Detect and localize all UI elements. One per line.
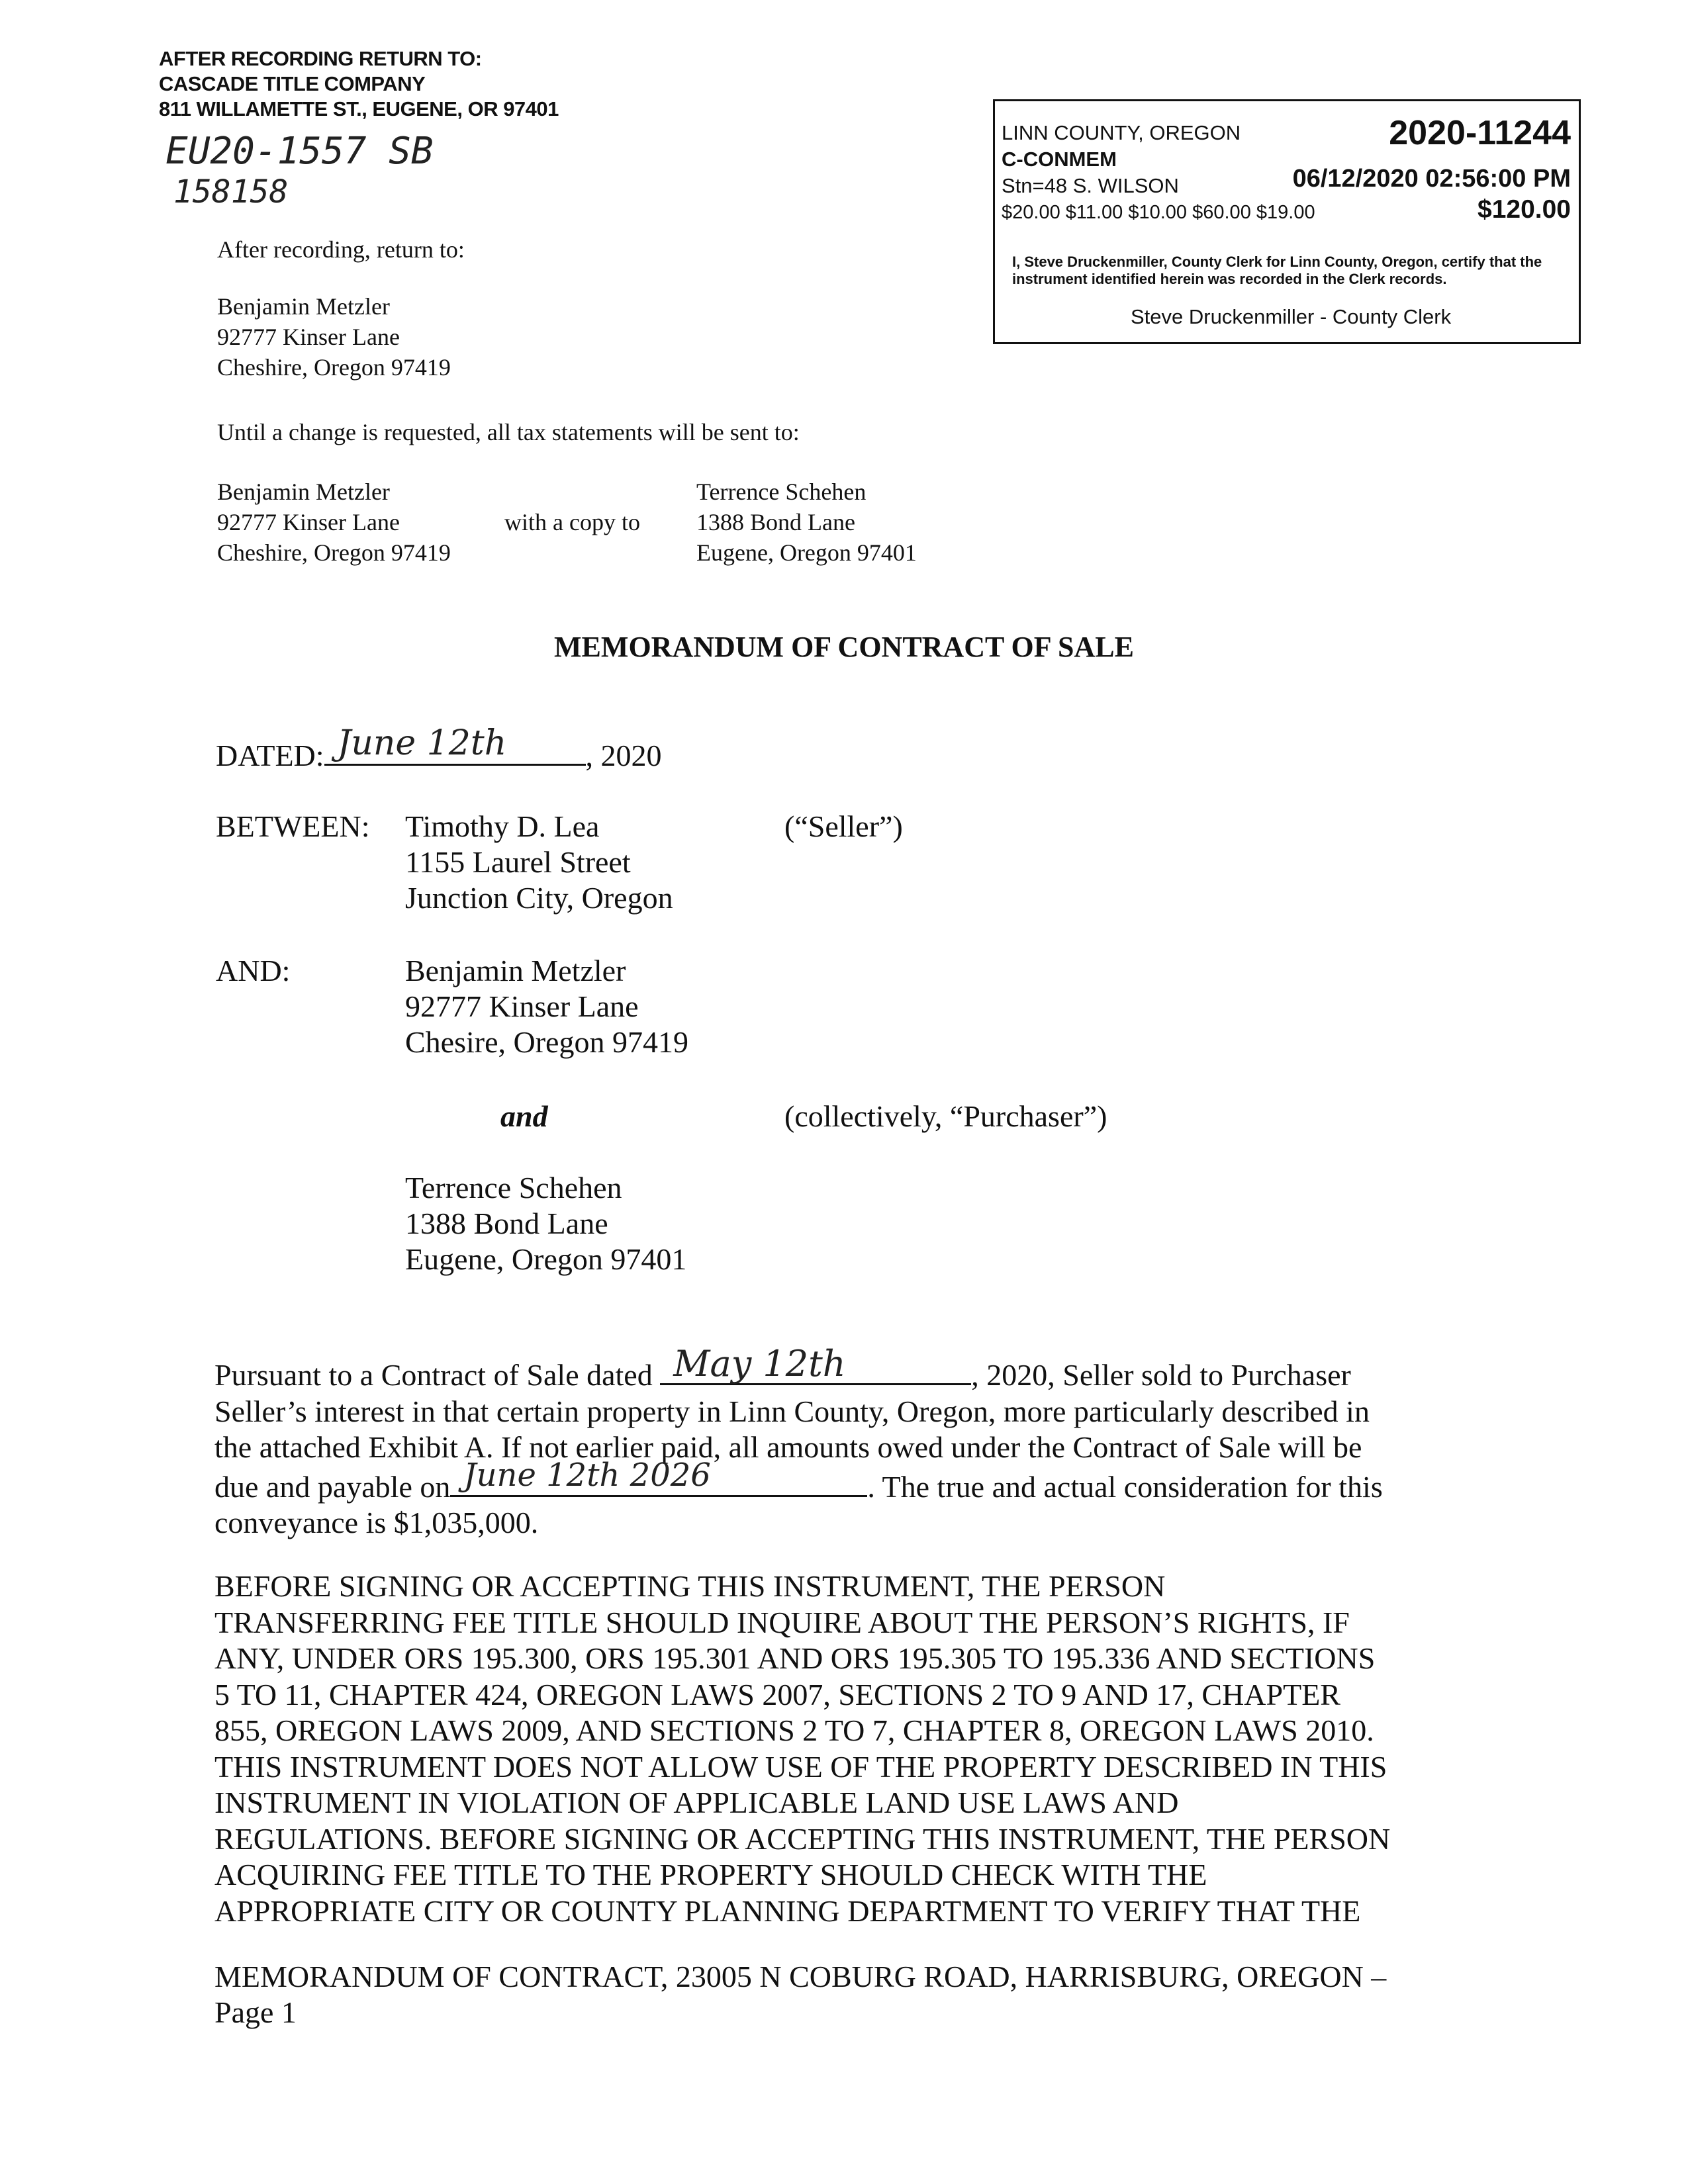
handwritten-file-number: EU20-1557 SB — [165, 130, 434, 173]
due-date-handwritten: June 12th 2026 — [463, 1457, 711, 1494]
recorder-certification: I, Steve Druckenmiller, County Clerk for Linn County, Oregon, certify that the instrument identified herein was recorded in the Clerk records. — [1012, 253, 1542, 287]
purchaser2-street: 1388 Bond Lane — [405, 1206, 608, 1240]
seller-city: Junction City, Oregon — [405, 881, 673, 915]
body-line4-a: due and payable on — [214, 1469, 451, 1504]
seller-role: (“Seller”) — [784, 809, 903, 843]
notice-line: THIS INSTRUMENT DOES NOT ALLOW USE OF THE PROPERTY DESCRIBED IN THIS — [214, 1749, 1387, 1784]
purchaser2-name: Terrence Schehen — [405, 1171, 622, 1205]
body-line1-b: , 2020, Seller sold to Purchaser — [971, 1358, 1351, 1392]
recorder-clerk: Steve Druckenmiller - County Clerk — [1131, 305, 1452, 328]
purchaser-role: (collectively, “Purchaser”) — [784, 1099, 1107, 1133]
body-line2: Seller’s interest in that certain property in Linn County, Oregon, more particularly described in — [214, 1394, 1370, 1428]
dated-handwritten: June 12th — [337, 723, 507, 763]
tax-statements-heading: Until a change is requested, all tax statements will be sent to: — [217, 419, 800, 445]
tax-primary-city: Cheshire, Oregon 97419 — [217, 539, 451, 566]
body-line1-a: Pursuant to a Contract of Sale dated — [214, 1358, 653, 1392]
tax-primary-address — [217, 477, 451, 568]
recorder-fees: $20.00 $11.00 $10.00 $60.00 $19.00 — [1002, 202, 1315, 223]
dated-label: DATED: — [216, 739, 324, 772]
due-date-blank — [450, 1457, 867, 1497]
notice-line: BEFORE SIGNING OR ACCEPTING THIS INSTRUMENT, THE PERSON — [214, 1569, 1166, 1603]
notice-line: REGULATIONS. BEFORE SIGNING OR ACCEPTING THIS INSTRUMENT, THE PERSON — [214, 1821, 1391, 1856]
tax-primary-street: 92777 Kinser Lane — [217, 509, 400, 535]
return-to-street: 92777 Kinser Lane — [217, 324, 400, 350]
return-to-name: Benjamin Metzler — [217, 293, 390, 320]
seller-street: 1155 Laurel Street — [405, 845, 631, 879]
county-recording-box — [993, 99, 1581, 344]
purchaser1-address — [405, 953, 688, 1060]
tax-copy-city: Eugene, Oregon 97401 — [696, 539, 917, 566]
recorder-total: $120.00 — [1477, 195, 1571, 224]
between-label: BETWEEN: — [216, 809, 370, 843]
page-footer — [214, 1959, 1386, 2030]
seller-name: Timothy D. Lea — [405, 809, 600, 843]
recorder-county: LINN COUNTY, OREGON — [1002, 121, 1241, 144]
tax-copy-address — [696, 477, 917, 568]
footer-line1: MEMORANDUM OF CONTRACT, 23005 N COBURG ROAD, HARRISBURG, OREGON – — [214, 1960, 1387, 1993]
return-to-city: Cheshire, Oregon 97419 — [217, 354, 451, 381]
recorder-datetime: 06/12/2020 02:56:00 PM — [1292, 165, 1571, 193]
notice-line: ANY, UNDER ORS 195.300, ORS 195.301 AND ORS 195.305 TO 195.336 AND SECTIONS — [214, 1641, 1376, 1675]
recording-return-address: 811 WILLAMETTE ST., EUGENE, OR 97401 — [159, 97, 559, 120]
document-title: MEMORANDUM OF CONTRACT OF SALE — [554, 631, 1134, 663]
notice-line: 5 TO 11, CHAPTER 424, OREGON LAWS 2007, SECTIONS 2 TO 9 AND 17, CHAPTER — [214, 1677, 1340, 1711]
notice-line: ACQUIRING FEE TITLE TO THE PROPERTY SHOULD CHECK WITH THE — [214, 1858, 1207, 1891]
and-italic: and — [500, 1099, 548, 1133]
contract-date-handwritten: May 12th — [673, 1342, 846, 1385]
recording-return-line1: AFTER RECORDING RETURN TO: — [159, 47, 482, 70]
notice-line: 855, OREGON LAWS 2009, AND SECTIONS 2 TO 7, CHAPTER 8, OREGON LAWS 2010. — [214, 1713, 1374, 1747]
tax-copy-name: Terrence Schehen — [696, 478, 867, 505]
notice-line: INSTRUMENT IN VIOLATION OF APPLICABLE LAND USE LAWS AND — [214, 1786, 1179, 1819]
tax-primary-name: Benjamin Metzler — [217, 478, 390, 505]
recording-return-company: CASCADE TITLE COMPANY — [159, 72, 426, 95]
dated-line — [216, 723, 662, 774]
purchaser2-address — [405, 1170, 686, 1277]
purchaser1-city: Chesire, Oregon 97419 — [405, 1025, 688, 1059]
return-to-block — [217, 234, 465, 383]
tax-copy-label: with a copy to — [504, 509, 640, 535]
statutory-notice — [214, 1569, 1505, 1929]
notice-line: APPROPRIATE CITY OR COUNTY PLANNING DEPARTMENT TO VERIFY THAT THE — [214, 1893, 1361, 1928]
purchaser1-name: Benjamin Metzler — [405, 954, 626, 987]
recording-return-stamp — [159, 46, 559, 122]
recorder-doc-type: C-CONMEM — [1002, 148, 1117, 171]
handwritten-order-number: 158158 — [173, 173, 289, 210]
and-label: AND: — [216, 954, 291, 987]
tax-copy-street: 1388 Bond Lane — [696, 509, 855, 535]
footer-page-number: Page 1 — [214, 1995, 297, 2029]
contract-paragraph — [214, 1342, 1472, 1541]
purchaser1-street: 92777 Kinser Lane — [405, 989, 639, 1023]
recorder-doc-number: 2020-11244 — [1389, 114, 1571, 152]
seller-address — [405, 809, 673, 916]
body-line4-b: . The true and actual consideration for this — [867, 1469, 1383, 1504]
return-to-heading: After recording, return to: — [217, 236, 465, 263]
dated-blank — [324, 723, 586, 766]
body-line3: the attached Exhibit A. If not earlier paid, all amounts owed under the Contract of Sale will be — [214, 1430, 1362, 1464]
body-line5: conveyance is $1,035,000. — [214, 1506, 539, 1539]
recorder-station: Stn=48 S. WILSON — [1002, 174, 1179, 197]
notice-line: TRANSFERRING FEE TITLE SHOULD INQUIRE ABOUT THE PERSON’S RIGHTS, IF — [214, 1605, 1350, 1639]
purchaser2-city: Eugene, Oregon 97401 — [405, 1242, 687, 1276]
dated-year: , 2020 — [585, 739, 662, 772]
contract-date-blank — [660, 1342, 971, 1385]
